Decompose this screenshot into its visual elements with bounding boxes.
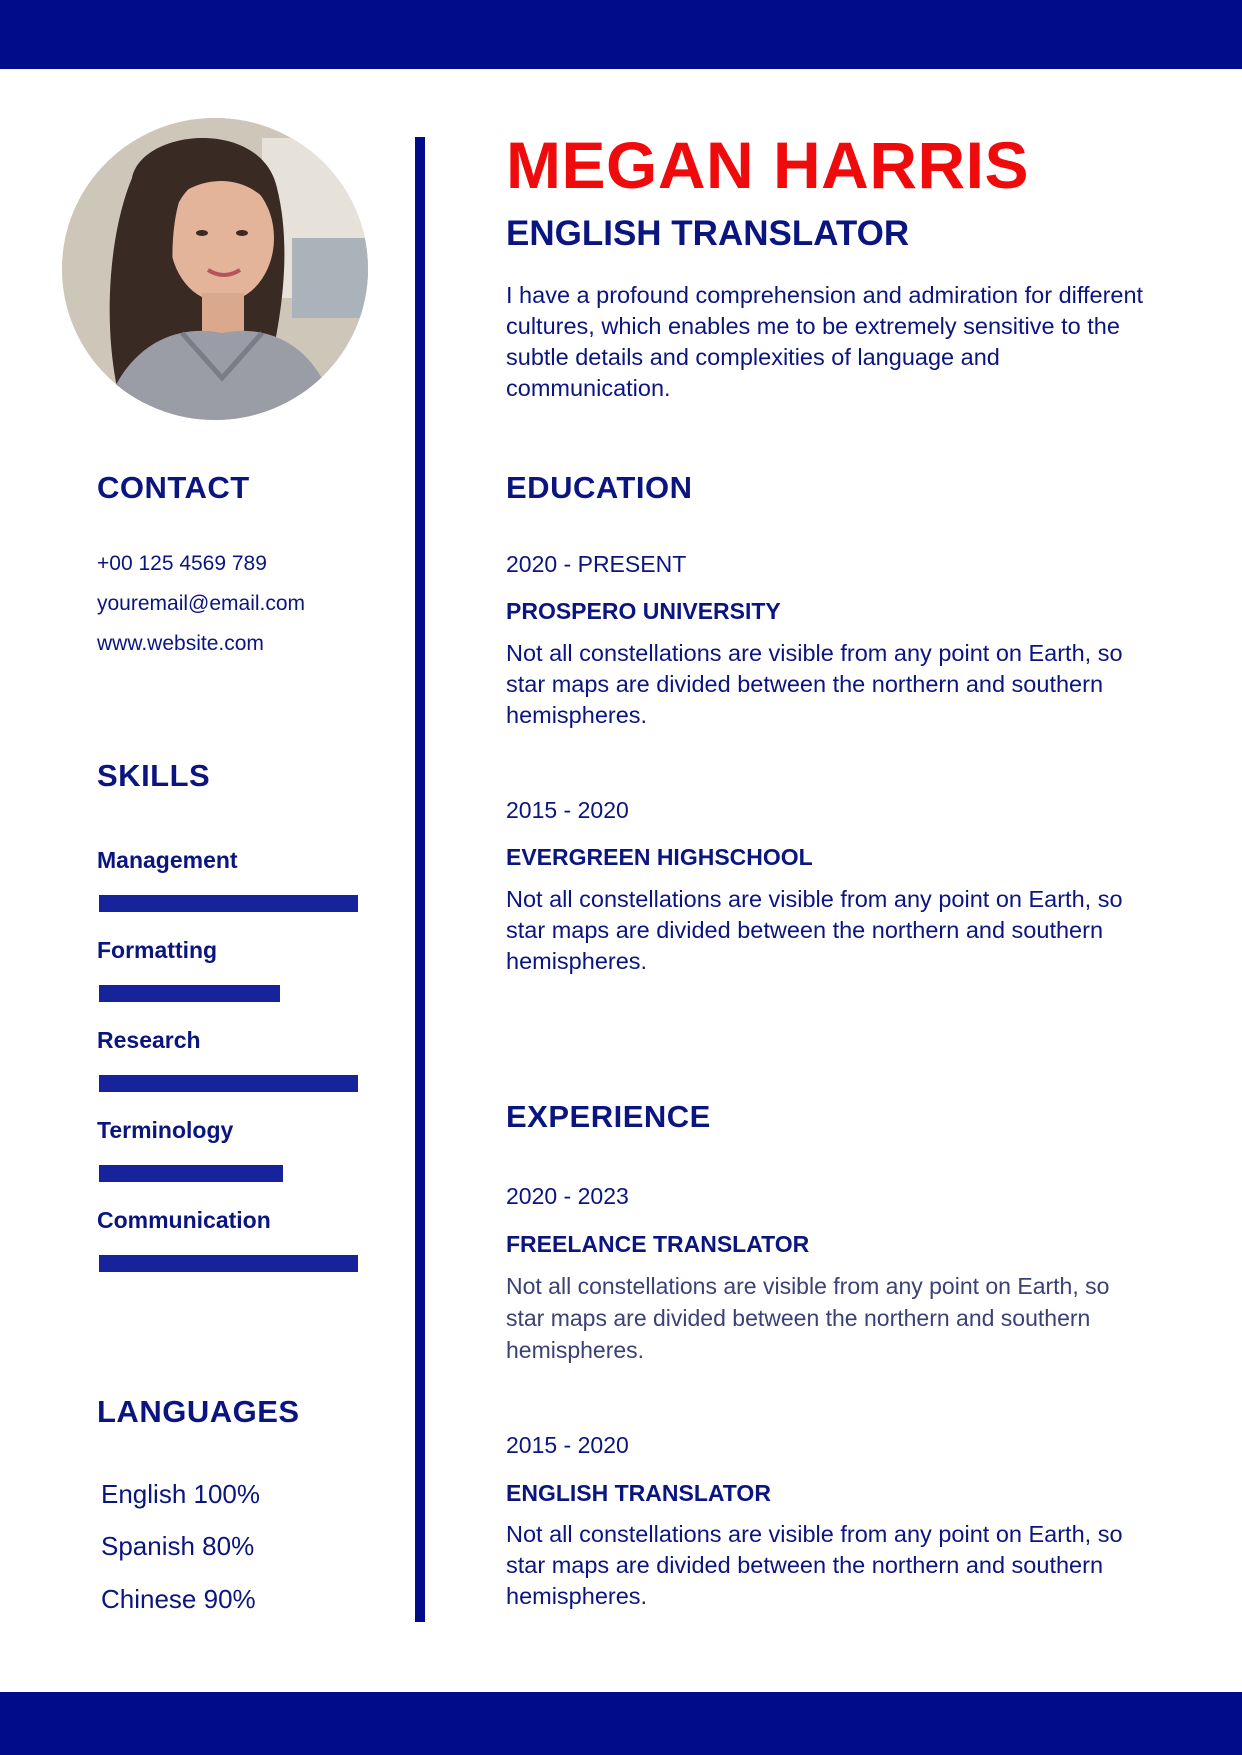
language-item: Chinese 90% xyxy=(101,1584,256,1614)
experience-date: 2015 - 2020 xyxy=(506,1432,629,1458)
skill-label: Communication xyxy=(97,1207,271,1233)
language-item: English 100% xyxy=(101,1479,260,1509)
skill-bar-fill xyxy=(99,1165,283,1182)
skill-bar xyxy=(99,1075,358,1092)
education-date: 2015 - 2020 xyxy=(506,797,629,823)
top-banner xyxy=(0,0,1242,69)
education-description: Not all constellations are visible from any point on Earth, so star maps are divided between the northern and southern hemispheres. xyxy=(506,886,1123,974)
experience-heading: EXPERIENCE xyxy=(506,1099,711,1134)
language-item: Spanish 80% xyxy=(101,1531,255,1561)
contact-website[interactable]: www.website.com xyxy=(97,632,264,655)
experience-description: Not all constellations are visible from any point on Earth, so star maps are divided between the northern and southern hemispheres. xyxy=(506,1273,1110,1363)
job-title: ENGLISH TRANSLATOR xyxy=(506,214,910,253)
column-divider xyxy=(415,137,425,1622)
languages-heading: LANGUAGES xyxy=(97,1394,300,1429)
experience-title: FREELANCE TRANSLATOR xyxy=(506,1231,810,1257)
education-title: PROSPERO UNIVERSITY xyxy=(506,598,781,624)
skills-heading: SKILLS xyxy=(97,758,211,793)
skill-label: Research xyxy=(97,1027,201,1053)
contact-heading: CONTACT xyxy=(97,470,250,505)
skill-bar xyxy=(99,1165,358,1182)
contact-email[interactable]: youremail@email.com xyxy=(97,592,306,615)
experience-description: Not all constellations are visible from any point on Earth, so star maps are divided between the northern and southern hemispheres. xyxy=(506,1521,1123,1609)
skill-bar-fill xyxy=(99,895,358,912)
skill-label: Terminology xyxy=(97,1117,234,1143)
skill-bar-fill xyxy=(99,1075,358,1092)
skill-bar xyxy=(99,985,358,1002)
experience-date: 2020 - 2023 xyxy=(506,1183,629,1209)
skill-bar-fill xyxy=(99,985,280,1002)
skill-label: Formatting xyxy=(97,937,218,963)
bottom-banner xyxy=(0,1692,1242,1755)
skill-label: Management xyxy=(97,847,238,873)
skill-bar-fill xyxy=(99,1255,358,1272)
contact-phone: +00 125 4569 789 xyxy=(97,552,267,575)
profile-summary: I have a profound comprehension and admiration for different cultures, which enables me to be extremely sensitive to the subtle details and complexities of language and communication. xyxy=(506,282,1144,401)
experience-title: ENGLISH TRANSLATOR xyxy=(506,1480,771,1506)
skill-bar xyxy=(99,1255,358,1272)
profile-photo xyxy=(62,118,368,420)
education-title: EVERGREEN HIGHSCHOOL xyxy=(506,844,813,870)
education-date: 2020 - PRESENT xyxy=(506,551,687,577)
person-name: MEGAN HARRIS xyxy=(506,128,1030,202)
education-description: Not all constellations are visible from any point on Earth, so star maps are divided between the northern and southern hemispheres. xyxy=(506,640,1123,728)
portrait-illustration xyxy=(62,118,368,420)
education-heading: EDUCATION xyxy=(506,470,693,505)
skill-bar xyxy=(99,895,358,912)
